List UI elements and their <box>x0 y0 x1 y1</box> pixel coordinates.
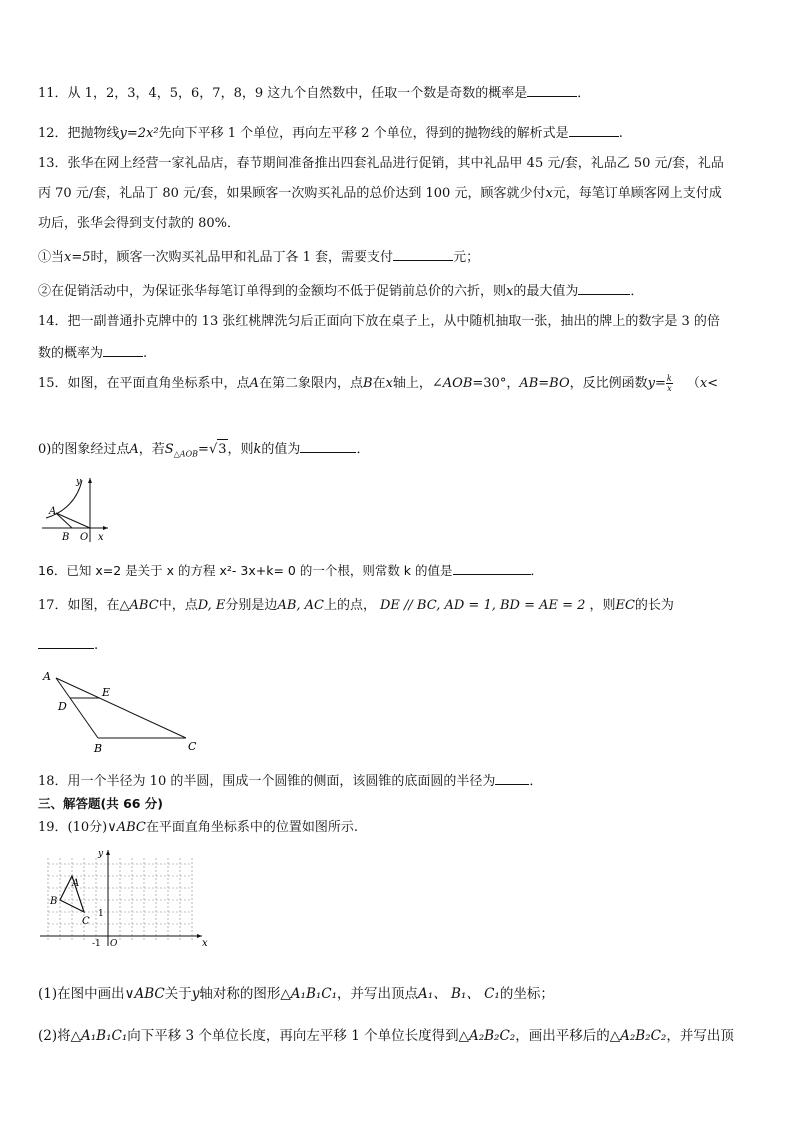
answer-blank[interactable] <box>453 560 531 575</box>
answer-blank[interactable] <box>578 280 630 295</box>
question-18: 18．用一个半径为 10 的半圆，围成一个圆锥的侧面，该圆锥的底面圆的半径为 ． <box>38 770 768 792</box>
fig-label-o: O <box>110 939 118 949</box>
question-12: 12．把抛物线y=2x²先向下平移 1 个单位，再向左平移 2 个单位，得到的抛物线的解析式是 . <box>38 122 768 144</box>
fig-label-a: A <box>49 506 57 517</box>
question-14-line-2: 数的概率为 . <box>38 342 768 364</box>
fig-label-x: x <box>202 938 208 949</box>
fig-label-1: 1 <box>98 909 104 919</box>
question-15-line-2: 0)的图象经过点A，若$S_{\triangle AOB}=√3$，则k的值为 ． <box>38 438 768 465</box>
q17-figure <box>38 668 208 756</box>
fig-label-e: E <box>102 686 111 699</box>
answer-blank[interactable] <box>38 634 94 649</box>
fig-label-o: O <box>80 532 89 543</box>
question-17: 17．如图，在△ABC中，点D, E分别是边AB, AC上的点， DE // BC, AD = 1, BD = AE = 2 ，则EC的长为 <box>38 598 674 613</box>
question-11: 11．从 1，2，3，4，5，6，7，8，9 这九个自然数中，任取一个数是奇数的概率是 ． <box>38 82 768 104</box>
answer-blank[interactable] <box>393 246 453 261</box>
question-13-line-1: 13．张华在网上经营一家礼品店，春节期间准备推出四套礼品进行促销，其中礼品甲 45 元/套，礼品乙 50 元/套，礼品 <box>38 156 724 171</box>
question-14-line-1: 14．把一副普通扑克牌中的 13 张红桃牌洗匀后正面向下放在桌子上，从中随机抽取一张，抽出的牌上的数字是 3 的倍 <box>38 314 720 329</box>
fig-label-b: B <box>50 896 58 907</box>
fig-label-b: B <box>94 742 103 755</box>
question-19-head: 19．(10分)∨ABC在平面直角坐标系中的位置如图所示. <box>38 820 359 835</box>
question-19-part-1: (1)在图中画出∨ABC关于y轴对称的图形△A₁B₁C₁，并写出顶点A₁、 B₁、 C₁的坐标； <box>38 986 554 1002</box>
fig-label-neg1: -1 <box>92 939 101 949</box>
fraction-k-over-x: $\frac{k}{x}$ <box>666 374 672 393</box>
fig-label-y: y <box>98 849 104 859</box>
question-13-line-3: 功后，张华会得到支付款的 80%． <box>38 216 241 231</box>
fig-label-x: x <box>98 532 104 543</box>
answer-blank[interactable] <box>495 770 529 785</box>
fig-label-a: A <box>72 878 80 889</box>
answer-blank[interactable] <box>569 122 619 137</box>
q19-grid-figure <box>36 846 216 952</box>
question-16: 16．已知 x=2 是关于 x 的方程 x²- 3x+k= 0 的一个根，则常数 k 的值是 ． <box>38 560 768 581</box>
question-13-part-2: ②在促销活动中，为保证张华每笔订单得到的金额均不低于促销前总价的六折，则x的最大值为 ． <box>38 280 768 302</box>
fig-label-b: B <box>62 532 70 543</box>
fig-label-c: C <box>82 916 90 927</box>
answer-blank[interactable] <box>300 438 356 453</box>
question-17-answer: . <box>38 634 768 656</box>
fig-label-a: A <box>43 670 51 683</box>
q15-figure <box>38 472 118 544</box>
question-15-line-1: 15．如图，在平面直角坐标系中，点A在第二象限内，点B在x轴上，∠AOB=30°，AB=BO，反比例函数y= $\frac{k}{x}$ （x< <box>38 374 719 393</box>
answer-blank[interactable] <box>527 82 577 97</box>
question-19-part-2: (2)将△A₁B₁C₁向下平移 3 个单位长度，再向左平移 1 个单位长度得到△A₂B₂C₂，画出平移后的△A₂B₂C₂，并写出顶 <box>38 1028 734 1044</box>
fig-label-c: C <box>188 740 197 753</box>
question-13-part-1: ①当x=5时，顾客一次购买礼品甲和礼品丁各 1 套，需要支付 元； <box>38 246 768 268</box>
question-13-line-2: 丙 70 元/套，礼品丁 80 元/套，如果顾客一次购买礼品的总价达到 100 元，顾客就少付x元，每笔订单顾客网上支付成 <box>38 186 722 201</box>
fig-label-d: D <box>58 700 67 713</box>
fig-label-y: y <box>76 477 82 487</box>
section-heading: 三、解答题(共 66 分) <box>38 796 164 811</box>
answer-blank[interactable] <box>103 342 143 357</box>
